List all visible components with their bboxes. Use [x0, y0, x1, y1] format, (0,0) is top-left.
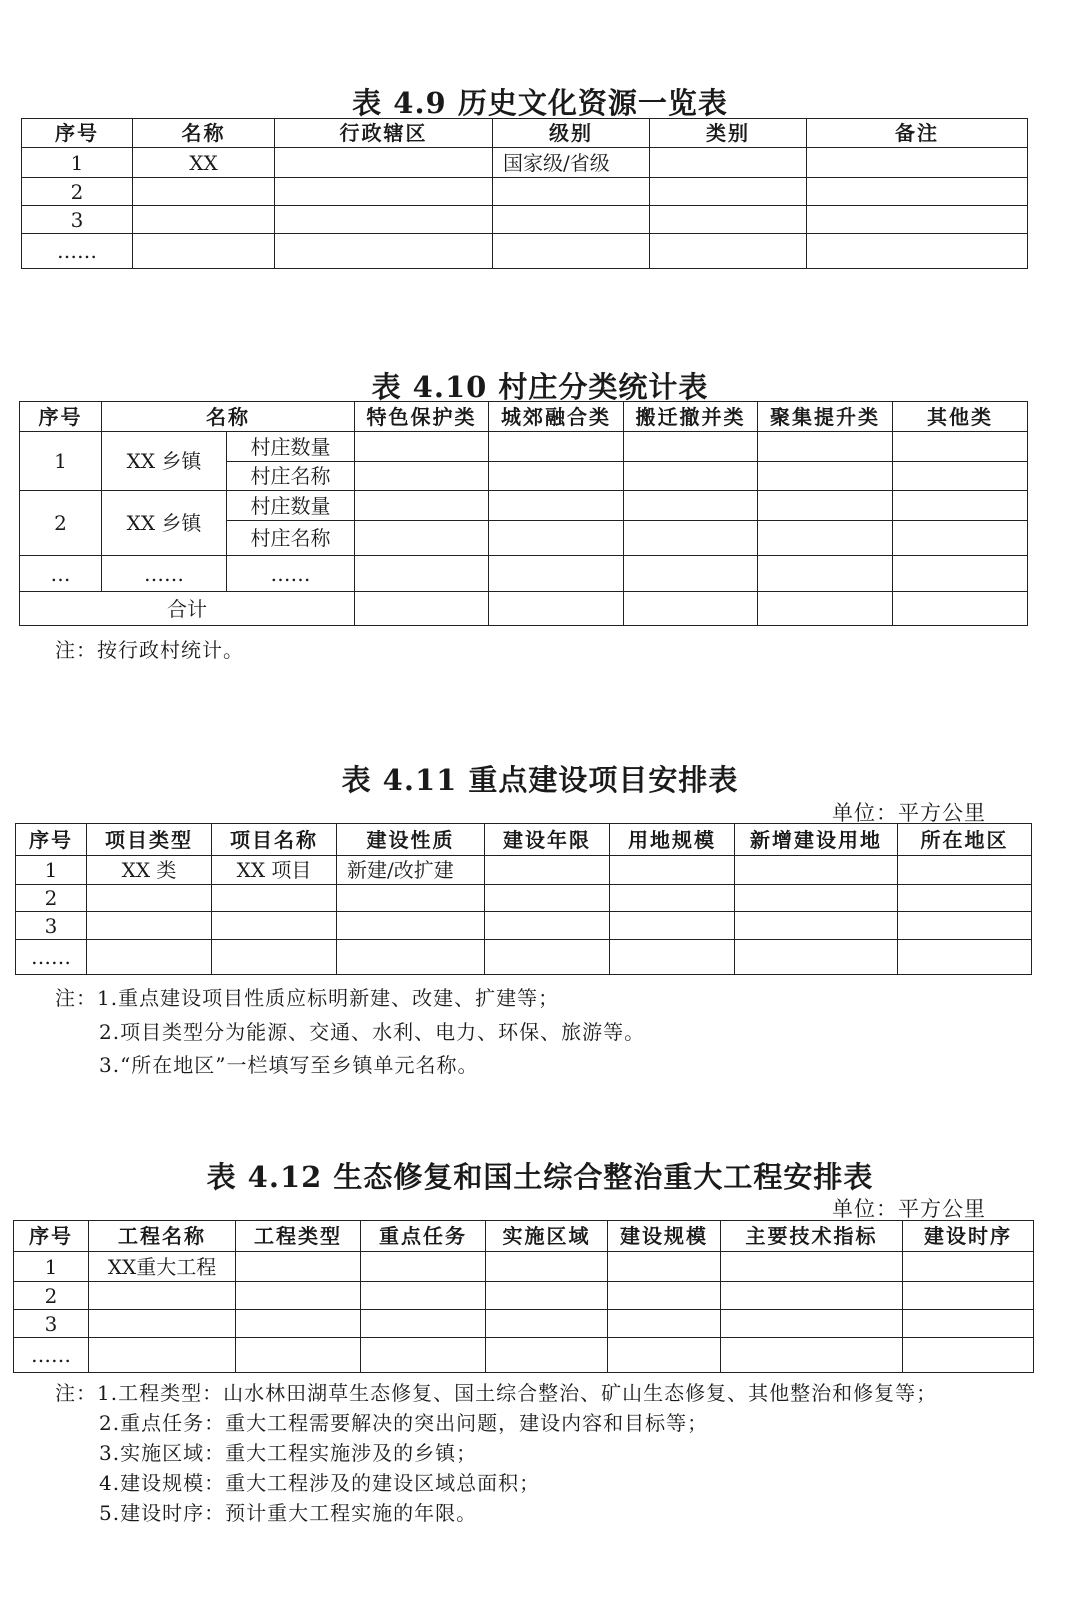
table-cell: [758, 521, 893, 556]
table-row: [16, 912, 1032, 940]
table-cell: [721, 1310, 903, 1338]
header-cell: 序号: [22, 119, 133, 148]
table-cell: …: [20, 556, 102, 592]
table-cell: [89, 1338, 236, 1373]
header-cell: 类别: [650, 119, 807, 148]
table-cell: [721, 1282, 903, 1310]
table-header-row: [16, 824, 1032, 856]
table-4-10: [19, 401, 1028, 626]
table-cell: [355, 491, 489, 521]
table-cell: [489, 521, 624, 556]
table-cell: [903, 1252, 1034, 1282]
table-cell: [486, 1282, 608, 1310]
table-cell: [807, 206, 1028, 234]
table-cell: 1: [16, 856, 87, 885]
table-cell: [610, 912, 735, 940]
table-cell: [807, 148, 1028, 178]
table-cell: [275, 178, 493, 206]
table-cell: [624, 462, 758, 491]
table-cell: [486, 1252, 608, 1282]
table-cell: [610, 856, 735, 885]
table-cell: 2: [22, 178, 133, 206]
table-cell: [361, 1310, 486, 1338]
header-cell: 城郊融合类: [489, 402, 624, 432]
table-cell: [898, 912, 1032, 940]
table-4-9-title: 表 4.9 历史文化资源一览表: [352, 86, 728, 120]
header-cell: 其他类: [893, 402, 1028, 432]
table-cell: [721, 1338, 903, 1373]
table-cell: [361, 1252, 486, 1282]
table-header-row: [20, 402, 1028, 432]
table-4-10-note: 注：按行政村统计。: [55, 638, 244, 662]
table-cell: [236, 1282, 361, 1310]
header-cell: 建设时序: [903, 1221, 1034, 1252]
table-cell: [735, 885, 898, 912]
table-cell: [486, 1338, 608, 1373]
header-cell: 搬迁撤并类: [624, 402, 758, 432]
table-cell: 2: [20, 491, 102, 556]
table-cell: [903, 1338, 1034, 1373]
table-cell: [893, 432, 1028, 462]
table-row: [16, 940, 1032, 975]
header-cell: 名称: [102, 402, 355, 432]
total-cell: 合计: [20, 592, 355, 626]
table-cell: [493, 234, 650, 269]
header-cell: 实施区域: [486, 1221, 608, 1252]
table-cell: 1: [20, 432, 102, 491]
table-cell: [893, 592, 1028, 626]
table-cell: [493, 206, 650, 234]
table-cell: [87, 885, 212, 912]
table-cell: [355, 432, 489, 462]
table-cell: [489, 491, 624, 521]
table-row: [14, 1252, 1034, 1282]
header-cell: 聚集提升类: [758, 402, 893, 432]
header-cell: 项目名称: [212, 824, 337, 856]
table-cell: [893, 521, 1028, 556]
table-cell: XX: [133, 148, 275, 178]
table-cell: [758, 556, 893, 592]
table-cell: 1: [22, 148, 133, 178]
table-cell: [624, 432, 758, 462]
table-cell: [624, 592, 758, 626]
table-cell: [355, 462, 489, 491]
table-cell: [608, 1310, 721, 1338]
table-cell: ……: [16, 940, 87, 975]
table-cell: [489, 592, 624, 626]
table-cell: [236, 1252, 361, 1282]
table-cell: 村庄数量: [227, 491, 355, 521]
table-cell: XX 乡镇: [102, 432, 227, 491]
table-cell: [485, 940, 610, 975]
table-cell: 新建/改扩建: [337, 856, 485, 885]
table-cell: XX 项目: [212, 856, 337, 885]
table-cell: [624, 491, 758, 521]
table-cell: [355, 556, 489, 592]
table-cell: [361, 1282, 486, 1310]
table-cell: [89, 1282, 236, 1310]
table-4-12-note-4: 4.建设规模：重大工程涉及的建设区域总面积；: [99, 1471, 541, 1495]
table-cell: [807, 234, 1028, 269]
table-cell: [893, 491, 1028, 521]
table-cell: 2: [16, 885, 87, 912]
table-cell: ……: [227, 556, 355, 592]
table-row: [20, 491, 1028, 521]
table-cell: 村庄名称: [227, 521, 355, 556]
table-cell: [807, 178, 1028, 206]
table-cell: [89, 1310, 236, 1338]
table-row: [14, 1310, 1034, 1338]
header-cell: 特色保护类: [355, 402, 489, 432]
table-cell: [87, 912, 212, 940]
table-row: [16, 885, 1032, 912]
header-cell: 行政辖区: [275, 119, 493, 148]
table-cell: [758, 432, 893, 462]
header-cell: 序号: [20, 402, 102, 432]
table-cell: [898, 885, 1032, 912]
header-cell: 用地规模: [610, 824, 735, 856]
header-cell: 建设性质: [337, 824, 485, 856]
table-cell: [903, 1310, 1034, 1338]
table-cell: [337, 885, 485, 912]
header-cell: 级别: [493, 119, 650, 148]
table-cell: [489, 462, 624, 491]
table-row: [20, 432, 1028, 462]
table-cell: [721, 1252, 903, 1282]
table-cell: XX重大工程: [89, 1252, 236, 1282]
table-cell: [758, 592, 893, 626]
table-row: [22, 178, 1028, 206]
table-cell: [337, 940, 485, 975]
table-4-12-unit: 单位：平方公里: [832, 1197, 986, 1221]
table-row: [22, 148, 1028, 178]
table-4-11-note-2: 2.项目类型分为能源、交通、水利、电力、环保、旅游等。: [99, 1020, 646, 1044]
table-cell: XX 类: [87, 856, 212, 885]
table-4-12-note-2: 2.重点任务：重大工程需要解决的突出问题，建设内容和目标等；: [99, 1411, 709, 1435]
header-cell: 建设年限: [485, 824, 610, 856]
table-cell: [610, 940, 735, 975]
table-4-12-note-3: 3.实施区域：重大工程实施涉及的乡镇；: [99, 1441, 478, 1465]
table-cell: [758, 491, 893, 521]
table-cell: [489, 432, 624, 462]
table-row: [14, 1338, 1034, 1373]
table-cell: [212, 940, 337, 975]
table-cell: [624, 556, 758, 592]
header-cell: 新增建设用地: [735, 824, 898, 856]
table-row: [14, 1282, 1034, 1310]
table-cell: [275, 234, 493, 269]
table-cell: 村庄名称: [227, 462, 355, 491]
table-cell: 2: [14, 1282, 89, 1310]
header-cell: 序号: [14, 1221, 89, 1252]
table-cell: [212, 912, 337, 940]
table-cell: 3: [14, 1310, 89, 1338]
header-cell: 工程名称: [89, 1221, 236, 1252]
table-cell: ……: [102, 556, 227, 592]
header-cell: 项目类型: [87, 824, 212, 856]
table-4-12-note-5: 5.建设时序：预计重大工程实施的年限。: [99, 1501, 478, 1525]
table-cell: [735, 912, 898, 940]
header-cell: 所在地区: [898, 824, 1032, 856]
table-cell: [485, 856, 610, 885]
table-cell: [650, 206, 807, 234]
table-cell: [898, 940, 1032, 975]
table-cell: [236, 1310, 361, 1338]
table-cell: 村庄数量: [227, 432, 355, 462]
header-cell: 建设规模: [608, 1221, 721, 1252]
table-cell: [361, 1338, 486, 1373]
table-cell: [275, 148, 493, 178]
table-cell: [489, 556, 624, 592]
table-cell: [133, 234, 275, 269]
table-cell: 1: [14, 1252, 89, 1282]
table-cell: [275, 206, 493, 234]
header-cell: 重点任务: [361, 1221, 486, 1252]
table-cell: [758, 462, 893, 491]
table-cell: [133, 178, 275, 206]
table-cell: [236, 1338, 361, 1373]
table-cell: [608, 1282, 721, 1310]
table-cell: [212, 885, 337, 912]
table-cell: 3: [22, 206, 133, 234]
table-cell: 3: [16, 912, 87, 940]
table-cell: XX 乡镇: [102, 491, 227, 556]
table-row: [22, 234, 1028, 269]
table-4-11-unit: 单位：平方公里: [832, 801, 986, 825]
table-row: [22, 206, 1028, 234]
table-cell: [355, 521, 489, 556]
table-cell: [735, 940, 898, 975]
table-4-9: [21, 118, 1028, 269]
table-cell: ……: [14, 1338, 89, 1373]
table-cell: [903, 1282, 1034, 1310]
table-cell: [608, 1338, 721, 1373]
table-cell: [650, 148, 807, 178]
table-4-11-title: 表 4.11 重点建设项目安排表: [341, 763, 739, 797]
table-cell: [337, 912, 485, 940]
table-row: [20, 556, 1028, 592]
table-4-12-note-1: 注：1.工程类型：山水林田湖草生态修复、国土综合整治、矿山生态修复、其他整治和修复等；: [55, 1381, 938, 1405]
table-cell: [485, 912, 610, 940]
table-cell: [893, 556, 1028, 592]
table-row: [20, 592, 1028, 626]
table-cell: [87, 940, 212, 975]
header-cell: 工程类型: [236, 1221, 361, 1252]
table-4-11: [15, 823, 1032, 975]
table-4-11-note-3: 3.“所在地区”一栏填写至乡镇单元名称。: [99, 1053, 479, 1077]
table-cell: [493, 178, 650, 206]
table-header-row: [22, 119, 1028, 148]
table-cell: [624, 521, 758, 556]
header-cell: 主要技术指标: [721, 1221, 903, 1252]
table-cell: [133, 206, 275, 234]
table-cell: [735, 856, 898, 885]
table-4-10-title: 表 4.10 村庄分类统计表: [371, 370, 709, 404]
table-cell: 国家级/省级: [493, 148, 650, 178]
table-cell: [486, 1310, 608, 1338]
header-cell: 备注: [807, 119, 1028, 148]
table-cell: [893, 462, 1028, 491]
table-header-row: [14, 1221, 1034, 1252]
table-cell: [650, 234, 807, 269]
table-4-12: [13, 1220, 1034, 1373]
table-cell: [485, 885, 610, 912]
table-row: [16, 856, 1032, 885]
header-cell: 序号: [16, 824, 87, 856]
table-4-12-title: 表 4.12 生态修复和国土综合整治重大工程安排表: [206, 1160, 874, 1194]
table-cell: [610, 885, 735, 912]
table-4-11-note-1: 注：1.重点建设项目性质应标明新建、改建、扩建等；: [55, 986, 560, 1010]
table-cell: [608, 1252, 721, 1282]
table-cell: ……: [22, 234, 133, 269]
table-cell: [650, 178, 807, 206]
table-cell: [355, 592, 489, 626]
header-cell: 名称: [133, 119, 275, 148]
table-cell: [898, 856, 1032, 885]
